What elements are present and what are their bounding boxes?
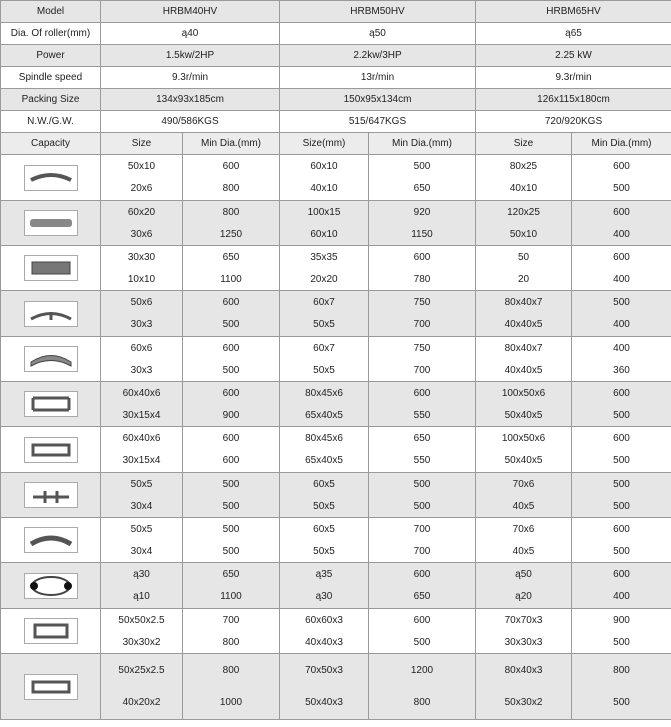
- size-value: 40x20x2: [122, 697, 161, 709]
- min-dia-cell: [369, 473, 476, 518]
- size-value: ą50: [515, 568, 532, 580]
- size-cell: [476, 427, 572, 473]
- size-cell: [280, 155, 369, 201]
- min-dia-cell: [572, 201, 671, 246]
- size-value: 70x6: [512, 523, 535, 535]
- size-value: 70x50x3: [305, 664, 343, 676]
- min-dia-value: 500: [222, 545, 240, 557]
- size-value: 35x35: [310, 251, 338, 263]
- size-cell: [476, 609, 572, 654]
- min-dia-value: 500: [222, 523, 240, 535]
- min-dia-value: 500: [613, 545, 630, 557]
- min-dia-value: 600: [222, 342, 240, 354]
- size-cell: [101, 246, 183, 291]
- channel-out-profile-icon: [24, 391, 78, 417]
- size-value: 30x3: [130, 319, 153, 331]
- min-dia-value: 500: [413, 160, 431, 172]
- size-value: 80x40x7: [504, 296, 543, 308]
- size-cell: [101, 291, 183, 337]
- size-value: 70x6: [512, 478, 535, 490]
- capacity-row: [1, 473, 671, 518]
- min-dia-value: 650: [222, 251, 240, 263]
- min-dia-cell: [369, 337, 476, 382]
- size-value: 60x40x6: [122, 432, 161, 444]
- min-dia-value: 360: [613, 364, 630, 376]
- min-dia-value: 650: [222, 568, 240, 580]
- min-dia-value: 700: [413, 319, 431, 331]
- size-value: 30x15x4: [122, 409, 161, 421]
- size-value: 80x40x7: [504, 342, 543, 354]
- size-value: ą35: [315, 568, 333, 580]
- size-cell: [476, 337, 572, 382]
- min-dia-value: 1250: [219, 228, 243, 240]
- spec-value: 13r/min: [280, 67, 476, 89]
- min-dia-value: 500: [613, 478, 630, 490]
- min-dia-value: 500: [613, 636, 630, 648]
- size-cell: [280, 654, 369, 720]
- size-cell: [280, 518, 369, 563]
- min-dia-value: 500: [613, 500, 630, 512]
- size-value: 30x15x4: [122, 455, 161, 467]
- size-value: 50x5: [313, 545, 335, 557]
- size-value: 30x30: [127, 251, 156, 263]
- capacity-row: [1, 427, 671, 473]
- min-dia-cell: [369, 155, 476, 201]
- size-cell: [280, 246, 369, 291]
- angle-leg-out-profile-icon: [24, 301, 78, 327]
- min-dia-cell: [369, 291, 476, 337]
- size-value: 65x40x5: [305, 455, 343, 467]
- min-dia-value: 700: [413, 364, 431, 376]
- min-dia-cell: [183, 246, 280, 291]
- min-dia-cell: [183, 473, 280, 518]
- min-dia-value: 800: [222, 664, 240, 676]
- square-tube-profile-icon: [24, 618, 78, 644]
- size-value: ą30: [133, 568, 150, 580]
- min-dia-cell: [369, 382, 476, 427]
- spec-label: Dia. Of roller(mm): [1, 23, 101, 45]
- min-dia-value: 600: [222, 296, 240, 308]
- min-dia-value: 800: [222, 636, 240, 648]
- size-header: Size: [101, 133, 183, 155]
- spec-row-speed: [1, 67, 671, 89]
- min-dia-cell: [369, 427, 476, 473]
- size-cell: [476, 201, 572, 246]
- min-dia-value: 500: [222, 500, 240, 512]
- size-cell: [476, 563, 572, 609]
- min-dia-value: 800: [222, 183, 240, 195]
- size-value: 65x40x5: [305, 409, 343, 421]
- size-value: 50x10: [509, 228, 538, 240]
- min-dia-value: 600: [413, 251, 431, 263]
- flat-bar-profile-icon: [24, 165, 78, 191]
- min-dia-cell: [572, 473, 671, 518]
- min-dia-cell: [369, 518, 476, 563]
- profile-cell: [1, 382, 101, 427]
- profile-cell: [1, 291, 101, 337]
- size-value: 40x40x5: [504, 319, 543, 331]
- min-dia-cell: [572, 654, 671, 720]
- capacity-row: [1, 201, 671, 246]
- size-value: 60x7: [313, 342, 335, 354]
- min-dia-value: 400: [613, 228, 630, 240]
- min-dia-cell: [369, 246, 476, 291]
- size-value: 40x5: [512, 545, 535, 557]
- size-value: 80x45x6: [305, 432, 343, 444]
- profile-cell: [1, 563, 101, 609]
- min-dia-value: 1150: [411, 228, 433, 240]
- min-dia-value: 600: [613, 432, 630, 444]
- min-dia-cell: [183, 337, 280, 382]
- size-value: 50x30x2: [504, 697, 543, 709]
- min-dia-cell: [183, 382, 280, 427]
- size-cell: [280, 201, 369, 246]
- size-value: 60x10: [310, 228, 338, 240]
- min-dia-value: 700: [413, 523, 431, 535]
- size-header: Size(mm): [280, 133, 369, 155]
- min-dia-value: 600: [613, 251, 630, 263]
- min-dia-value: 600: [222, 387, 240, 399]
- size-value: 100x50x6: [501, 387, 546, 399]
- size-value: 40x10: [310, 183, 338, 195]
- min-dia-cell: [183, 291, 280, 337]
- min-dia-value: 500: [613, 409, 630, 421]
- min-dia-cell: [572, 155, 671, 201]
- size-value: 30x4: [130, 500, 153, 512]
- min-dia-cell: [183, 654, 280, 720]
- spec-value: 9.3r/min: [476, 67, 671, 89]
- min-dia-value: 650: [413, 591, 431, 603]
- size-cell: [101, 473, 183, 518]
- size-cell: [476, 246, 572, 291]
- size-value: 80x25: [509, 160, 538, 172]
- size-value: 40x40x5: [504, 364, 543, 376]
- spec-label: Packing Size: [1, 89, 101, 111]
- size-cell: [280, 337, 369, 382]
- tee-in-profile-icon: [24, 527, 78, 553]
- min-dia-value: 500: [413, 500, 431, 512]
- min-dia-value: 600: [222, 160, 240, 172]
- size-value: 60x20: [127, 206, 156, 218]
- spec-value: 2.2kw/3HP: [280, 45, 476, 67]
- min-dia-value: 600: [613, 523, 630, 535]
- min-dia-cell: [572, 609, 671, 654]
- min-dia-value: 600: [613, 206, 630, 218]
- size-value: 100x50x6: [501, 432, 546, 444]
- min-dia-header: Min Dia.(mm): [572, 133, 671, 155]
- size-cell: [101, 201, 183, 246]
- profile-cell: [1, 518, 101, 563]
- size-cell: [101, 155, 183, 201]
- min-dia-value: 500: [222, 319, 240, 331]
- min-dia-value: 500: [613, 296, 630, 308]
- min-dia-value: 600: [413, 568, 431, 580]
- size-value: 10x10: [127, 273, 156, 285]
- capacity-row: [1, 291, 671, 337]
- size-value: 20x20: [310, 273, 338, 285]
- size-value: 50x25x2.5: [118, 664, 165, 676]
- min-dia-value: 800: [222, 206, 240, 218]
- min-dia-value: 550: [413, 455, 431, 467]
- min-dia-value: 700: [222, 614, 240, 626]
- spec-label: N.W./G.W.: [1, 111, 101, 133]
- size-value: 50: [517, 251, 530, 263]
- size-value: 20: [517, 273, 530, 285]
- size-value: 50x6: [130, 296, 153, 308]
- spec-row-packing: [1, 89, 671, 111]
- size-cell: [280, 291, 369, 337]
- size-cell: [101, 518, 183, 563]
- min-dia-cell: [183, 427, 280, 473]
- min-dia-cell: [572, 518, 671, 563]
- round-bar-profile-icon: [24, 573, 78, 599]
- spec-value: ą40: [101, 23, 280, 45]
- spec-value: 126x115x180cm: [476, 89, 671, 111]
- min-dia-header: Min Dia.(mm): [369, 133, 476, 155]
- min-dia-value: 600: [413, 387, 431, 399]
- size-value: 120x25: [507, 206, 540, 218]
- min-dia-value: 500: [222, 364, 240, 376]
- min-dia-value: 400: [613, 319, 630, 331]
- size-value: 50x5: [130, 478, 153, 490]
- size-value: 40x10: [509, 183, 538, 195]
- spec-value: ą50: [280, 23, 476, 45]
- size-value: 30x6: [130, 228, 153, 240]
- capacity-row: [1, 337, 671, 382]
- min-dia-cell: [572, 246, 671, 291]
- min-dia-value: 1100: [220, 273, 242, 285]
- min-dia-value: 1100: [220, 591, 242, 603]
- capacity-row: [1, 155, 671, 201]
- size-value: 50x5: [313, 500, 335, 512]
- size-cell: [280, 473, 369, 518]
- min-dia-value: 1000: [219, 697, 243, 709]
- min-dia-value: 400: [613, 342, 630, 354]
- size-value: 60x60x3: [305, 614, 343, 626]
- size-value: 60x6: [130, 342, 153, 354]
- capacity-row: [1, 609, 671, 654]
- profile-cell: [1, 155, 101, 201]
- size-value: 80x45x6: [305, 387, 343, 399]
- channel-in-profile-icon: [24, 437, 78, 463]
- size-cell: [476, 382, 572, 427]
- size-value: 70x70x3: [504, 614, 543, 626]
- tee-out-profile-icon: [24, 482, 78, 508]
- min-dia-value: 600: [613, 387, 630, 399]
- size-value: 60x5: [313, 523, 335, 535]
- profile-cell: [1, 609, 101, 654]
- size-value: 50x40x5: [504, 455, 543, 467]
- min-dia-value: 900: [222, 409, 240, 421]
- min-dia-value: 600: [222, 432, 240, 444]
- min-dia-cell: [369, 201, 476, 246]
- model-name: HRBM65HV: [476, 1, 671, 23]
- size-value: 50x5: [313, 364, 335, 376]
- min-dia-value: 920: [413, 206, 431, 218]
- size-value: 30x4: [130, 545, 153, 557]
- size-cell: [280, 563, 369, 609]
- spec-value: 490/586KGS: [101, 111, 280, 133]
- capacity-label: Capacity: [1, 133, 101, 155]
- min-dia-cell: [572, 337, 671, 382]
- spec-value: 2.25 kW: [476, 45, 671, 67]
- size-cell: [101, 563, 183, 609]
- min-dia-cell: [369, 654, 476, 720]
- min-dia-cell: [572, 382, 671, 427]
- size-cell: [280, 609, 369, 654]
- size-cell: [101, 654, 183, 720]
- size-value: 50x40x5: [504, 409, 543, 421]
- size-cell: [476, 155, 572, 201]
- min-dia-value: 500: [413, 478, 431, 490]
- size-value: 100x15: [307, 206, 341, 218]
- profile-cell: [1, 473, 101, 518]
- profile-cell: [1, 654, 101, 720]
- profile-cell: [1, 427, 101, 473]
- size-value: 30x3: [130, 364, 153, 376]
- capacity-row: [1, 382, 671, 427]
- min-dia-value: 650: [413, 183, 431, 195]
- spec-value: 134x93x185cm: [101, 89, 280, 111]
- size-value: 60x7: [313, 296, 335, 308]
- profile-cell: [1, 246, 101, 291]
- min-dia-value: 600: [222, 455, 240, 467]
- min-dia-value: 750: [413, 296, 431, 308]
- min-dia-value: 780: [413, 273, 431, 285]
- min-dia-value: 1200: [410, 664, 434, 676]
- size-value: ą20: [515, 591, 532, 603]
- size-value: 40x5: [512, 500, 535, 512]
- min-dia-value: 600: [613, 568, 630, 580]
- min-dia-value: 550: [413, 409, 431, 421]
- capacity-row: [1, 654, 671, 720]
- size-value: 30x30x2: [122, 636, 161, 648]
- min-dia-value: 500: [613, 183, 630, 195]
- size-cell: [280, 382, 369, 427]
- size-value: 50x50x2.5: [118, 614, 165, 626]
- min-dia-value: 700: [413, 545, 431, 557]
- min-dia-value: 500: [222, 478, 240, 490]
- spec-value: 515/647KGS: [280, 111, 476, 133]
- size-value: 60x10: [310, 160, 338, 172]
- size-cell: [101, 382, 183, 427]
- profile-cell: [1, 337, 101, 382]
- spec-label: Spindle speed: [1, 67, 101, 89]
- spec-value: 720/920KGS: [476, 111, 671, 133]
- size-value: 60x5: [313, 478, 335, 490]
- size-cell: [476, 518, 572, 563]
- min-dia-cell: [183, 155, 280, 201]
- model-label: Model: [1, 1, 101, 23]
- min-dia-value: 600: [613, 160, 630, 172]
- capacity-row: [1, 518, 671, 563]
- spec-value: ą65: [476, 23, 671, 45]
- size-cell: [476, 654, 572, 720]
- size-cell: [101, 337, 183, 382]
- size-value: ą10: [133, 591, 150, 603]
- spec-value: 1.5kw/2HP: [101, 45, 280, 67]
- model-name: HRBM40HV: [101, 1, 280, 23]
- size-value: 30x30x3: [504, 636, 543, 648]
- min-dia-value: 750: [413, 342, 431, 354]
- capacity-row: [1, 246, 671, 291]
- min-dia-cell: [183, 563, 280, 609]
- size-value: 80x40x3: [504, 664, 543, 676]
- size-value: 50x10: [127, 160, 156, 172]
- min-dia-value: 500: [613, 697, 630, 709]
- capacity-row: [1, 563, 671, 609]
- square-bar-profile-icon: [24, 255, 78, 281]
- min-dia-cell: [572, 563, 671, 609]
- spec-value: 9.3r/min: [101, 67, 280, 89]
- min-dia-cell: [183, 609, 280, 654]
- min-dia-cell: [369, 563, 476, 609]
- min-dia-cell: [183, 201, 280, 246]
- size-value: 40x40x3: [305, 636, 343, 648]
- model-name: HRBM50HV: [280, 1, 476, 23]
- spec-value: 150x95x134cm: [280, 89, 476, 111]
- min-dia-value: 400: [613, 273, 630, 285]
- size-header: Size: [476, 133, 572, 155]
- min-dia-value: 650: [413, 432, 431, 444]
- size-value: ą30: [315, 591, 333, 603]
- min-dia-value: 600: [413, 614, 431, 626]
- size-value: 60x40x6: [122, 387, 161, 399]
- size-cell: [101, 427, 183, 473]
- size-cell: [101, 609, 183, 654]
- spec-row-power: [1, 45, 671, 67]
- min-dia-value: 400: [613, 591, 630, 603]
- size-cell: [476, 473, 572, 518]
- min-dia-value: 800: [413, 697, 431, 709]
- capacity-header-row: [1, 133, 671, 155]
- size-value: 50x40x3: [305, 697, 343, 709]
- min-dia-value: 900: [613, 614, 630, 626]
- min-dia-value: 500: [613, 455, 630, 467]
- size-value: 50x5: [130, 523, 153, 535]
- min-dia-value: 800: [613, 664, 630, 676]
- rect-tube-profile-icon: [24, 674, 78, 700]
- size-value: 20x6: [130, 183, 153, 195]
- flat-bar-edgewise-profile-icon: [24, 210, 78, 236]
- spec-row-weight: [1, 111, 671, 133]
- model-row: [1, 1, 671, 23]
- size-value: 50x5: [313, 319, 335, 331]
- spec-row-roller: [1, 23, 671, 45]
- min-dia-header: Min Dia.(mm): [183, 133, 280, 155]
- size-cell: [280, 427, 369, 473]
- profile-cell: [1, 201, 101, 246]
- min-dia-cell: [183, 518, 280, 563]
- min-dia-cell: [572, 291, 671, 337]
- min-dia-cell: [369, 609, 476, 654]
- angle-leg-in-profile-icon: [24, 346, 78, 372]
- spec-label: Power: [1, 45, 101, 67]
- size-cell: [476, 291, 572, 337]
- min-dia-cell: [572, 427, 671, 473]
- min-dia-value: 500: [413, 636, 431, 648]
